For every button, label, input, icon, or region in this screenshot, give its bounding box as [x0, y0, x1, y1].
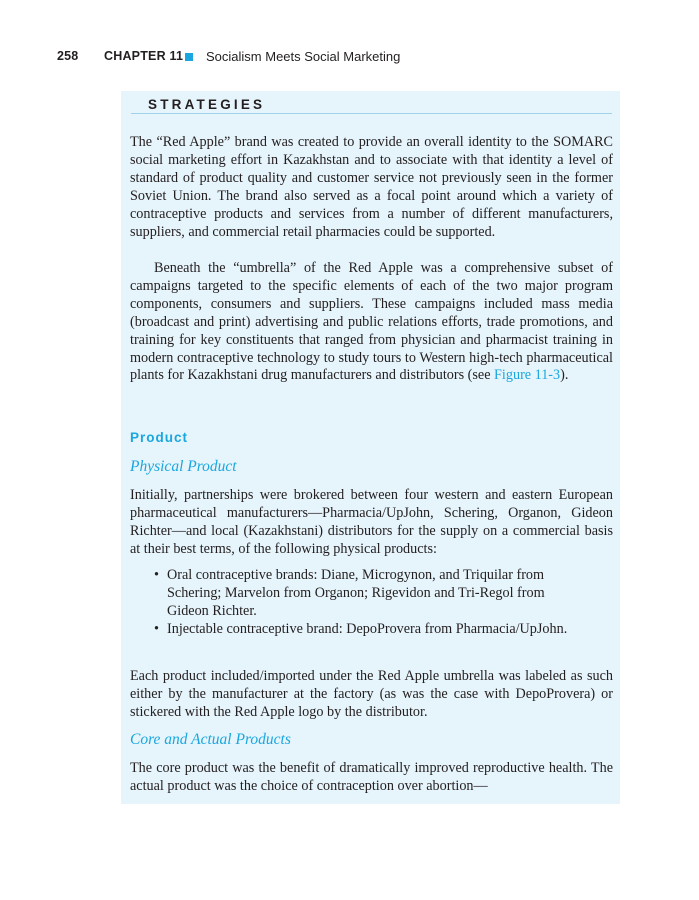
- bullet-icon: •: [154, 567, 159, 583]
- paragraph-partnerships: Initially, partnerships were brokered between four western and eastern European pharmaceutical manufacturers—Pharmacia/UpJohn, Schering, Organon, Gideon Richter—and local (Kazakhstani) distributors for the supply on a commercial basis at their best terms, of the following physical products:: [130, 487, 613, 557]
- heading-core-actual-products: Core and Actual Products: [130, 731, 291, 748]
- bullet-icon: •: [154, 620, 159, 637]
- paragraph-labeling: Each product included/imported under the Red Apple umbrella was labeled as such either by the manufacturer at the factory (as was the case with DepoProvera) or stickered with the Red Apple logo by the distributor.: [130, 668, 613, 720]
- paragraph-umbrella-end: ).: [560, 367, 569, 384]
- page-number: 258: [57, 49, 79, 63]
- paragraph-core-product: The core product was the benefit of dramatically improved reproductive health. The actual product was the choice of contraception over abortion—: [130, 760, 613, 794]
- chapter-title: Socialism Meets Social Marketing: [206, 49, 401, 64]
- paragraph-red-apple-brand: The “Red Apple” brand was created to provide an overall identity to the SOMARC social marketing effort in Kazakhstan and to associate with that identity a level of standard of product quality and customer service not previously seen in the former Soviet Union. The brand also served as a focal point around which a variety of contraceptive products and services from a number of different manufacturers, suppliers, and commercial retail pharmacies could be supported.: [130, 134, 613, 240]
- list-item-text: Oral contraceptive brands: Diane, Microgynon, and Triquilar from Schering; Marvelon from Organon; Rigevidon and Tri-Regol from Gideon Richter.: [167, 567, 545, 619]
- heading-rule: [131, 113, 612, 114]
- running-header: [0, 46, 699, 66]
- section-heading-strategies: STRATEGIES: [148, 97, 266, 112]
- paragraph-umbrella-text: Beneath the “umbrella” of the Red Apple was a comprehensive subset of campaigns targeted to the specific elements of each of the two major program components, consumers and suppliers. These campaigns included mass media (broadcast and print) advertising and public relations efforts, trade promotions, and training for key constituents that ranged from physician and pharmacist training in modern contraceptive technology to study tours to Western high-tech pharmaceutical plants for Kazakhstani drug manufacturers and distributors (see: [130, 260, 613, 384]
- heading-physical-product: Physical Product: [130, 458, 237, 475]
- list-item: [130, 621, 613, 639]
- chapter-label: CHAPTER 11: [104, 49, 184, 63]
- square-bullet-icon: [185, 53, 193, 61]
- product-list: [130, 567, 613, 639]
- list-item-text: Injectable contraceptive brand: DepoProvera from Pharmacia/UpJohn.: [167, 620, 568, 637]
- list-item: [130, 567, 613, 621]
- heading-product: Product: [130, 430, 189, 445]
- figure-link[interactable]: Figure 11-3: [494, 367, 561, 384]
- paragraph-umbrella: [130, 260, 613, 385]
